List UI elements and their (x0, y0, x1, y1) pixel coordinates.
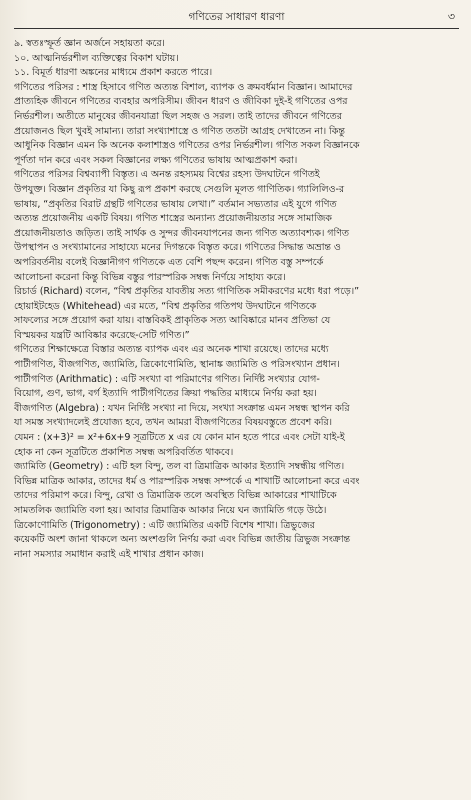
text-line: জ্যামিতি (Geometry) : এটি হল বিন্দু, তল বা ত্রিমাত্রিক আকার ইত্যাদি সম্বন্ধীয় গণিত। (14, 461, 345, 473)
text-line: গণিতের পরিসর বিশ্বব্যাপী বিস্তৃত। এ অনন্ত রহস্যময় বিশ্বের রহস্য উদঘাটনে গণিতই (14, 169, 320, 181)
running-title: গণিতের সাধারণ ধারণা (188, 11, 285, 23)
text-line: যেমন : (x+3)² = x²+6x+9 সূত্রটিতে x এর যে কোন মান হতে পারে এবং সেটা যাই-ই (14, 432, 345, 444)
text-line: পাটীগণিত, বীজগণিত, জ্যামিতি, ত্রিকোণোমিতি, স্থানাঙ্ক জ্যামিতি ও পরিসংখ্যান প্রধান। (14, 359, 340, 371)
text-line: বিভিন্ন মাত্রিক আকার, তাদের ধর্ম ও পারস্পরিক সম্বন্ধ সম্পর্কে এ শাখাটি আলোচনা করে এবং (14, 475, 360, 487)
text-line: অপরিবর্তনীয় বলেই বিজ্ঞানীগণ গণিতকে এত বেশি পছন্দ করেন। গণিত বস্তু সম্পর্কে (14, 256, 324, 268)
text-line: ত্রিকোণোমিতি (Trigonometry) : এটি জ্যামিতির একটি বিশেষ শাখা। ত্রিভুজের (14, 519, 315, 531)
text-line: উপযুক্ত। বিজ্ঞান প্রকৃতির যা কিছু রূপ প্রকাশ করছে সেগুলি মূলত গাণিতিক। গ্যালিলিও-র (14, 183, 345, 195)
text-line: প্রয়োজনও ছিল খুবই সামান্য। তারা সংখ্যাশাস্ত্রে ও গণিত ততটা আগ্রহ দেখাতেন না। কিন্তু (14, 125, 345, 137)
text-line: সাফল্যের সঙ্গে প্রয়োগ করা যায়। বাস্তবিকই প্রাকৃতিক সত্য আবিষ্কারে মানব প্রতিভা যে (14, 315, 331, 327)
text-line: গণিতের শিক্ষাক্ষেত্রে বিস্তার অত্যন্ত ব্যাপক এবং এর অনেক শাখা রয়েছে। তাদের মধ্যে (14, 344, 329, 356)
text-line: হোয়াইটহেড (Whitehead) এর মতে, “বিশ্ব প্রকৃতির গতিপথ উদঘাটনে গণিতকে (14, 300, 317, 312)
text-line: ভাষায়, “প্রকৃতির বিরাট গ্রন্থটি গণিতের ভাষায় লেখা।” বর্তমান সভ্যতার এই যুগে গণিত (14, 198, 337, 210)
text-line: আধুনিক বিজ্ঞান এমন কি অনেক কলাশাস্ত্রও গণিতের ওপর নির্ভরশীল। গণিত সকল বিজ্ঞানকে (14, 140, 360, 152)
text-line: উপস্থাপন ও সংখ্যামানের সাহায্যে মনের দিগন্তকে বিস্তৃত করে। গণিতের সিদ্ধান্ত অভ্রান্ত ও (14, 242, 341, 254)
text-line: প্রয়োজনীয়তাও জড়িত। তাই সার্থক ও সুন্দর জীবনযাপনের জন্য গণিত অত্যাবশ্যক। গণিত (14, 227, 350, 239)
text-line: রিচার্ড (Richard) বলেন, “বিশ্ব প্রকৃতির যাবতীয় সত্য গাণিতিক সমীকরণের মধ্যে ধরা পড়ে।” (14, 286, 360, 298)
text-line: কয়েকটি অংশ জানা থাকলে অন্য অংশগুলি নির্ণয় করা এবং বিভিন্ন জাতীয় ত্রিভুজ সংক্রান্ত (14, 534, 351, 546)
text-line: যা সমস্ত সংখ্যাদলেই প্রযোজ্য হবে, তখন আমরা বীজগণিতের বিষয়বস্তুতে প্রবেশ করি। (14, 417, 332, 429)
text-line: ১১. বিমূর্ত ধারণা অঙ্কনের মাধ্যমে প্রকাশ করতে পারে। (14, 67, 213, 79)
text-line: পাটীগণিত (Arithmatic) : এটি সংখ্যা বা পরিমাণের গণিত। নির্দিষ্ট সংখ্যার যোগ- (14, 373, 320, 385)
body-text (14, 37, 459, 562)
text-line: প্রাত্যহিক জীবনে গণিতের ব্যবহার অপরিসীম। জীবন ধারণ ও জীবিকা দুই-ই গণিতের ওপর (14, 96, 348, 108)
text-line: বিয়োগ, গুণ, ভাগ, বর্গ ইত্যাদি পাটীগণিতের ক্রিয়া পদ্ধতির মাধ্যমে নির্ণয় করা হয়। (14, 388, 317, 400)
text-line: নানা সমস্যার সমাধান করাই এই শাখার প্রধান কাজ। (14, 548, 204, 560)
text-line: পূর্ণতা দান করে এবং সকল বিজ্ঞানের লক্ষ্য গণিতের ভাষায় আত্মপ্রকাশ করা। (14, 154, 298, 166)
text-line: ১০. আত্মনির্ভরশীল ব্যক্তিত্বের বিকাশ ঘটায়। (14, 52, 179, 64)
text-line: তাদের পরিমাপ করে। বিন্দু, রেখা ও ত্রিমাত্রিক তলে অবস্থিত বিভিন্ন আকারের শাখাটিকে (14, 490, 337, 502)
header-rule (14, 28, 459, 29)
page-header (14, 6, 459, 28)
text-line: হোক না কেন সূত্রটিতে প্রকাশিত সম্বন্ধ অপরিবর্তিত থাকবে। (14, 446, 234, 458)
text-line: অত্যন্ত প্রয়োজনীয় একটি বিষয়। গণিত শাস্ত্রের অন্যান্য প্রয়োজনীয়তার সঙ্গে সামাজিক (14, 213, 332, 225)
text-line: নির্ভরশীল। অতীতে মানুষের জীবনযাত্রা ছিল সহজ ও সরল। তাই তাদের জীবনে গণিতের (14, 110, 342, 122)
page-number: ৩ (447, 10, 455, 23)
text-line: সামতলিক জ্যামিতি বলা হয়। আবার ত্রিমাত্রিক আকার নিয়ে ঘন জ্যামিতি গড়ে উঠে। (14, 505, 327, 516)
text-line: বিস্ময়কর যন্ত্রটি আবিষ্কার করেছে-সেটি গণিত।” (14, 329, 190, 341)
text-line: ৯. স্বতঃস্ফূর্ত জ্ঞান অর্জনে সহায়তা করে। (14, 38, 165, 49)
text-line: আলোচনা করেনা কিন্তু বিভিন্ন বস্তুর পারস্পরিক সম্বন্ধ নির্ণয়ে সাহায্য করে। (14, 271, 286, 283)
text-line: বীজগণিত (Algebra) : যখন নির্দিষ্ট সংখ্যা না দিয়ে, সংখ্যা সংক্রান্ত এমন সম্বন্ধ স্থাপন করি (14, 402, 350, 414)
text-line: গণিতের পরিসর : শাস্ত্র হিসাবে গণিত অত্যন্ত বিশাল, ব্যাপক ও ক্রমবর্ধমান বিজ্ঞান। আমাদের (14, 81, 353, 93)
